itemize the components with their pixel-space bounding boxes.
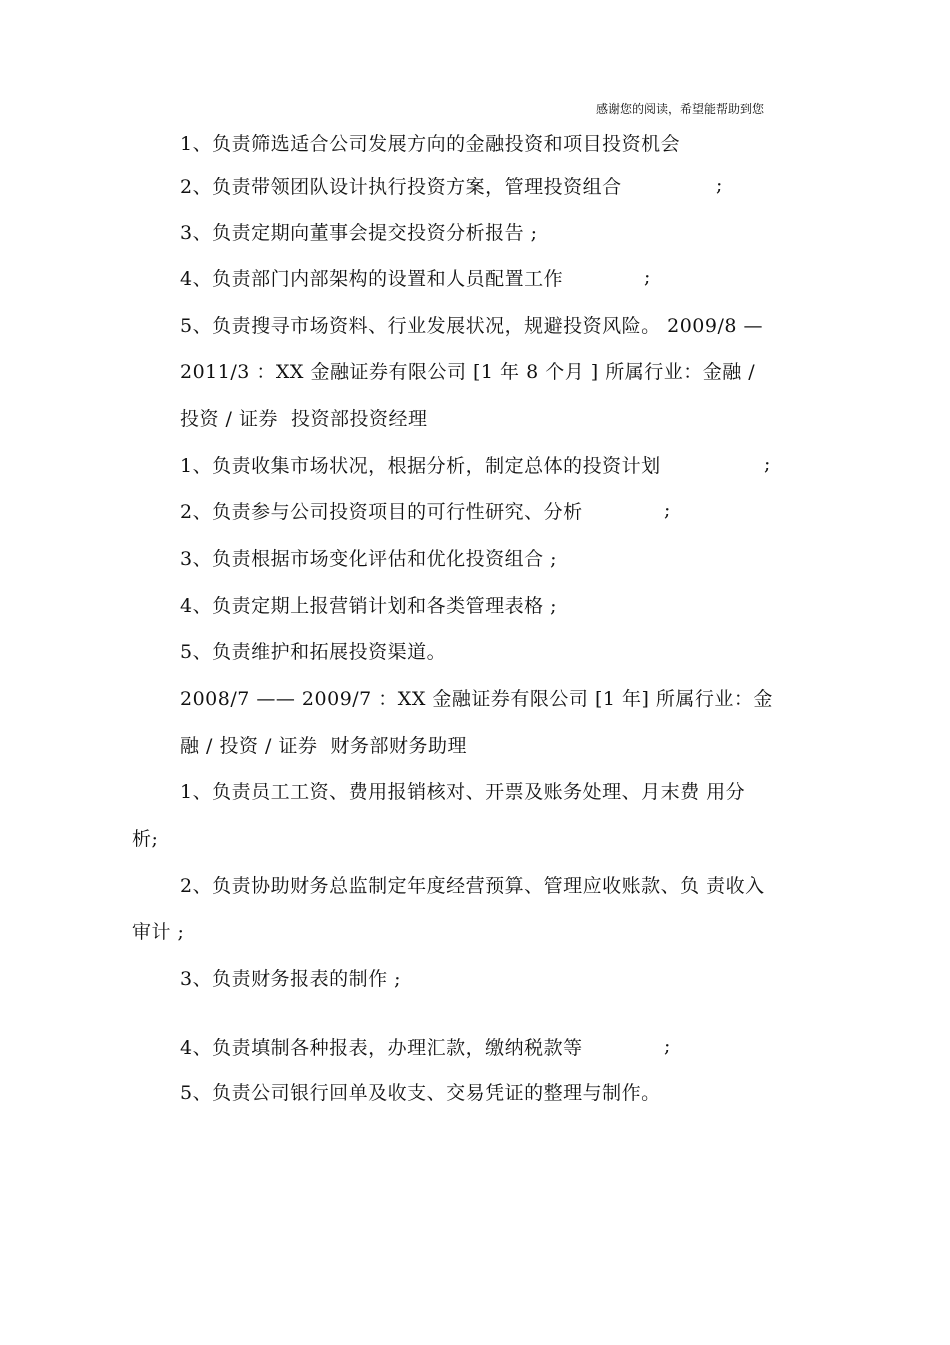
header-note: 感谢您的阅读，希望能帮助到您 [596, 102, 765, 116]
trailing-semicolon: ; [664, 1035, 671, 1057]
paragraph-line: 1、负责员工工资、费用报销核对、开票及账务处理、月末费 用分 [180, 781, 746, 803]
paragraph-line: 5、负责维护和拓展投资渠道。 [180, 641, 447, 663]
trailing-semicolon: ; [664, 499, 671, 521]
paragraph-line: 3、负责根据市场变化评估和优化投资组合 ; [180, 548, 558, 570]
trailing-semicolon: ; [764, 453, 771, 475]
paragraph-line: 融 / 投资 / 证券 财务部财务助理 [180, 735, 468, 757]
paragraph-line: 5、负责公司银行回单及收支、交易凭证的整理与制作。 [180, 1082, 661, 1104]
paragraph-line: 3、负责财务报表的制作 ; [180, 968, 402, 990]
trailing-semicolon: ; [644, 266, 651, 288]
paragraph-line: 2、负责参与公司投资项目的可行性研究、分析 [180, 501, 583, 523]
paragraph-line: 4、负责部门内部架构的设置和人员配置工作 [180, 268, 564, 290]
paragraph-line: 析; [132, 828, 159, 850]
paragraph-line: 2、负责协助财务总监制定年度经营预算、管理应收账款、负 责收入 [180, 875, 765, 897]
paragraph-line: 1、负责筛选适合公司发展方向的金融投资和项目投资机会 [180, 133, 681, 155]
paragraph-line: 1、负责收集市场状况，根据分析，制定总体的投资计划 [180, 455, 661, 477]
paragraph-line: 5、负责搜寻市场资料、行业发展状况，规避投资风险。 2009/8 — [180, 315, 764, 337]
paragraph-line: 3、负责定期向董事会提交投资分析报告 ; [180, 222, 538, 244]
paragraph-line: 审计 ; [132, 921, 185, 943]
paragraph-line: 4、负责定期上报营销计划和各类管理表格 ; [180, 595, 558, 617]
trailing-semicolon: ; [716, 174, 723, 196]
paragraph-line: 2008/7 —— 2009/7 ：XX 金融证券有限公司 [1 年] 所属行业：金 [180, 688, 773, 710]
paragraph-line: 2011/3 ：XX 金融证券有限公司 [1 年 8 个月 ] 所属行业：金融 / [180, 361, 756, 383]
paragraph-line: 4、负责填制各种报表，办理汇款，缴纳税款等 [180, 1037, 583, 1059]
paragraph-line: 投资 / 证券 投资部投资经理 [180, 408, 428, 430]
paragraph-line: 2、负责带领团队设计执行投资方案，管理投资组合 [180, 176, 622, 198]
